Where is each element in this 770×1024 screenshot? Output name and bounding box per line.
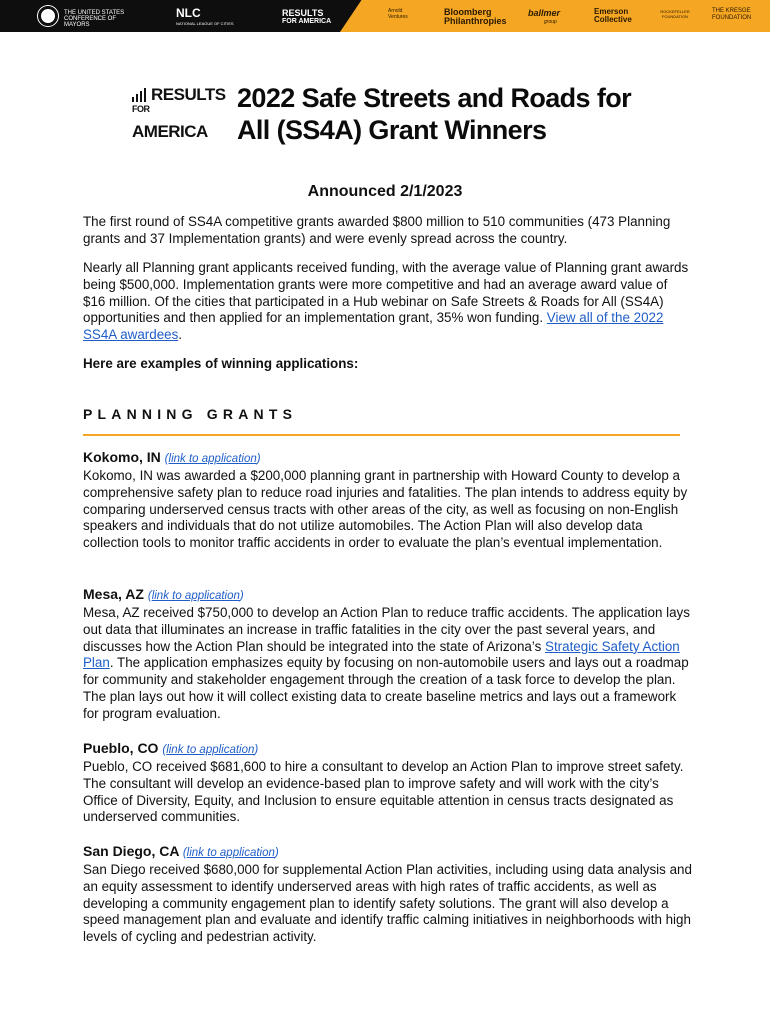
partner-kresge: THE KRESGE FOUNDATION: [712, 8, 752, 21]
logo-line-results: RESULTS: [151, 85, 226, 104]
mayors-seal-icon: [38, 6, 58, 26]
partner-header-bar: [0, 0, 770, 32]
section-divider: [83, 434, 680, 436]
entry-body: Kokomo, IN was awarded a $200,000 planning grant in partnership with Howard County to develop a comprehensive safety plan to reduce road injuries and fatalities. The plan intends to address equity by comparing underserved census tracts with other areas of the city, as well as focusing on non-English speakers and individuals that do not utilize automobiles. The Action Plan will also develop data collection tools to monitor traffic accidents in order to evaluate the plan’s eventual implementation.: [83, 468, 688, 551]
entry-body: San Diego received $680,000 for supplemental Action Plan activities, including using data analysis and an equity assessment to identify underserved areas with high rates of traffic accidents, as well as developing a community engagement plan to identify safety solutions. The grant will also develop a speed management plan and evaluate and identify traffic calming initiatives in neighborhoods with high levels of cycling and pedestrian activity.: [83, 862, 692, 945]
mesa-application-link[interactable]: link to application: [151, 590, 240, 602]
bar-chart-icon: [132, 88, 148, 102]
partner-nlc: NLC NATIONAL LEAGUE OF CITIES: [176, 6, 234, 26]
view-awardees-link[interactable]: View all of the 2022 SS4A awardees: [83, 310, 664, 343]
examples-intro: Here are examples of winning applications:: [83, 356, 359, 371]
pueblo-application-link[interactable]: link to application: [166, 744, 255, 756]
partner-rockefeller: ROCKEFELLER FOUNDATION: [660, 9, 690, 19]
announced-date: Announced 2/1/2023: [307, 183, 463, 200]
partner-arnold-ventures: Arnold Ventures: [388, 8, 408, 20]
intro-paragraph-1: The first round of SS4A competitive grants awarded $800 million to 510 communities (473 Planning grants and 37 Implementation grants) and were evenly spread across the country.: [83, 214, 671, 246]
strategic-safety-action-plan-link[interactable]: Strategic Safety Action Plan: [83, 638, 680, 671]
grant-entry-kokomo: [83, 448, 693, 552]
partner-ballmer: ballmer group: [528, 8, 561, 25]
grant-entry-san-diego: [83, 842, 693, 946]
kokomo-application-link[interactable]: link to application: [168, 453, 257, 465]
logo-line-america: FORAMERICA: [132, 104, 208, 141]
intro-paragraph-2: Nearly all Planning grant applicants received funding, with the average value of Planning grant awards being $500,000. Implementation grants were more competitive and had an average award value of $16 million. Of the cities that participated in a Hub webinar on Safe Streets & Roads for All (SS4A) opportunities and then applied for an implementation grant, 35% won funding. View all of the 2022 SS4A awardees.: [83, 260, 689, 343]
grant-entry-mesa: [83, 585, 693, 723]
section-title-planning-grants: PLANNING GRANTS: [83, 406, 298, 422]
partner-mayors: THE UNITED STATES CONFERENCE OF MAYORS: [64, 10, 125, 28]
partner-bloomberg: Bloomberg Philanthropies: [444, 7, 507, 26]
entry-heading: Mesa, AZ (link to application): [83, 586, 244, 602]
entry-heading: San Diego, CA (link to application): [83, 843, 279, 859]
san-diego-application-link[interactable]: link to application: [186, 847, 275, 859]
entry-body: Mesa, AZ received $750,000 to develop an Action Plan to reduce traffic accidents. The application lays out data that illuminates an increase in traffic fatalities in the city over the past several years, and discusses how the Action Plan should be integrated into the state of Arizona’s Strategic Safety Action Plan. The application emphasizes equity by focusing on non-automobile users and lays out a roadmap for community and stakeholder engagement through the creation of a task force to develop the plan. The plan lays out how it will collect existing data to create baseline metrics and lays out a framework for program evaluation.: [83, 605, 690, 721]
results-for-america-logo: [132, 85, 226, 141]
page-title: 2022 Safe Streets and Roads for All (SS4A) Grant Winners: [237, 83, 632, 145]
entry-heading: Kokomo, IN (link to application): [83, 449, 261, 465]
partner-results-for-america: RESULTS FOR AMERICA: [282, 8, 332, 25]
entry-body: Pueblo, CO received $681,600 to hire a consultant to develop an Action Plan to improve street safety. The consultant will develop an evidence-based plan to improve safety and will work with the city’s Office of Diversity, Equity, and Inclusion to ensure equitable attention in census tracts designated as underserved communities.: [83, 759, 684, 825]
entry-heading: Pueblo, CO (link to application): [83, 740, 259, 756]
partner-emerson: Emerson Collective: [594, 7, 632, 24]
grant-entry-pueblo: [83, 739, 693, 826]
